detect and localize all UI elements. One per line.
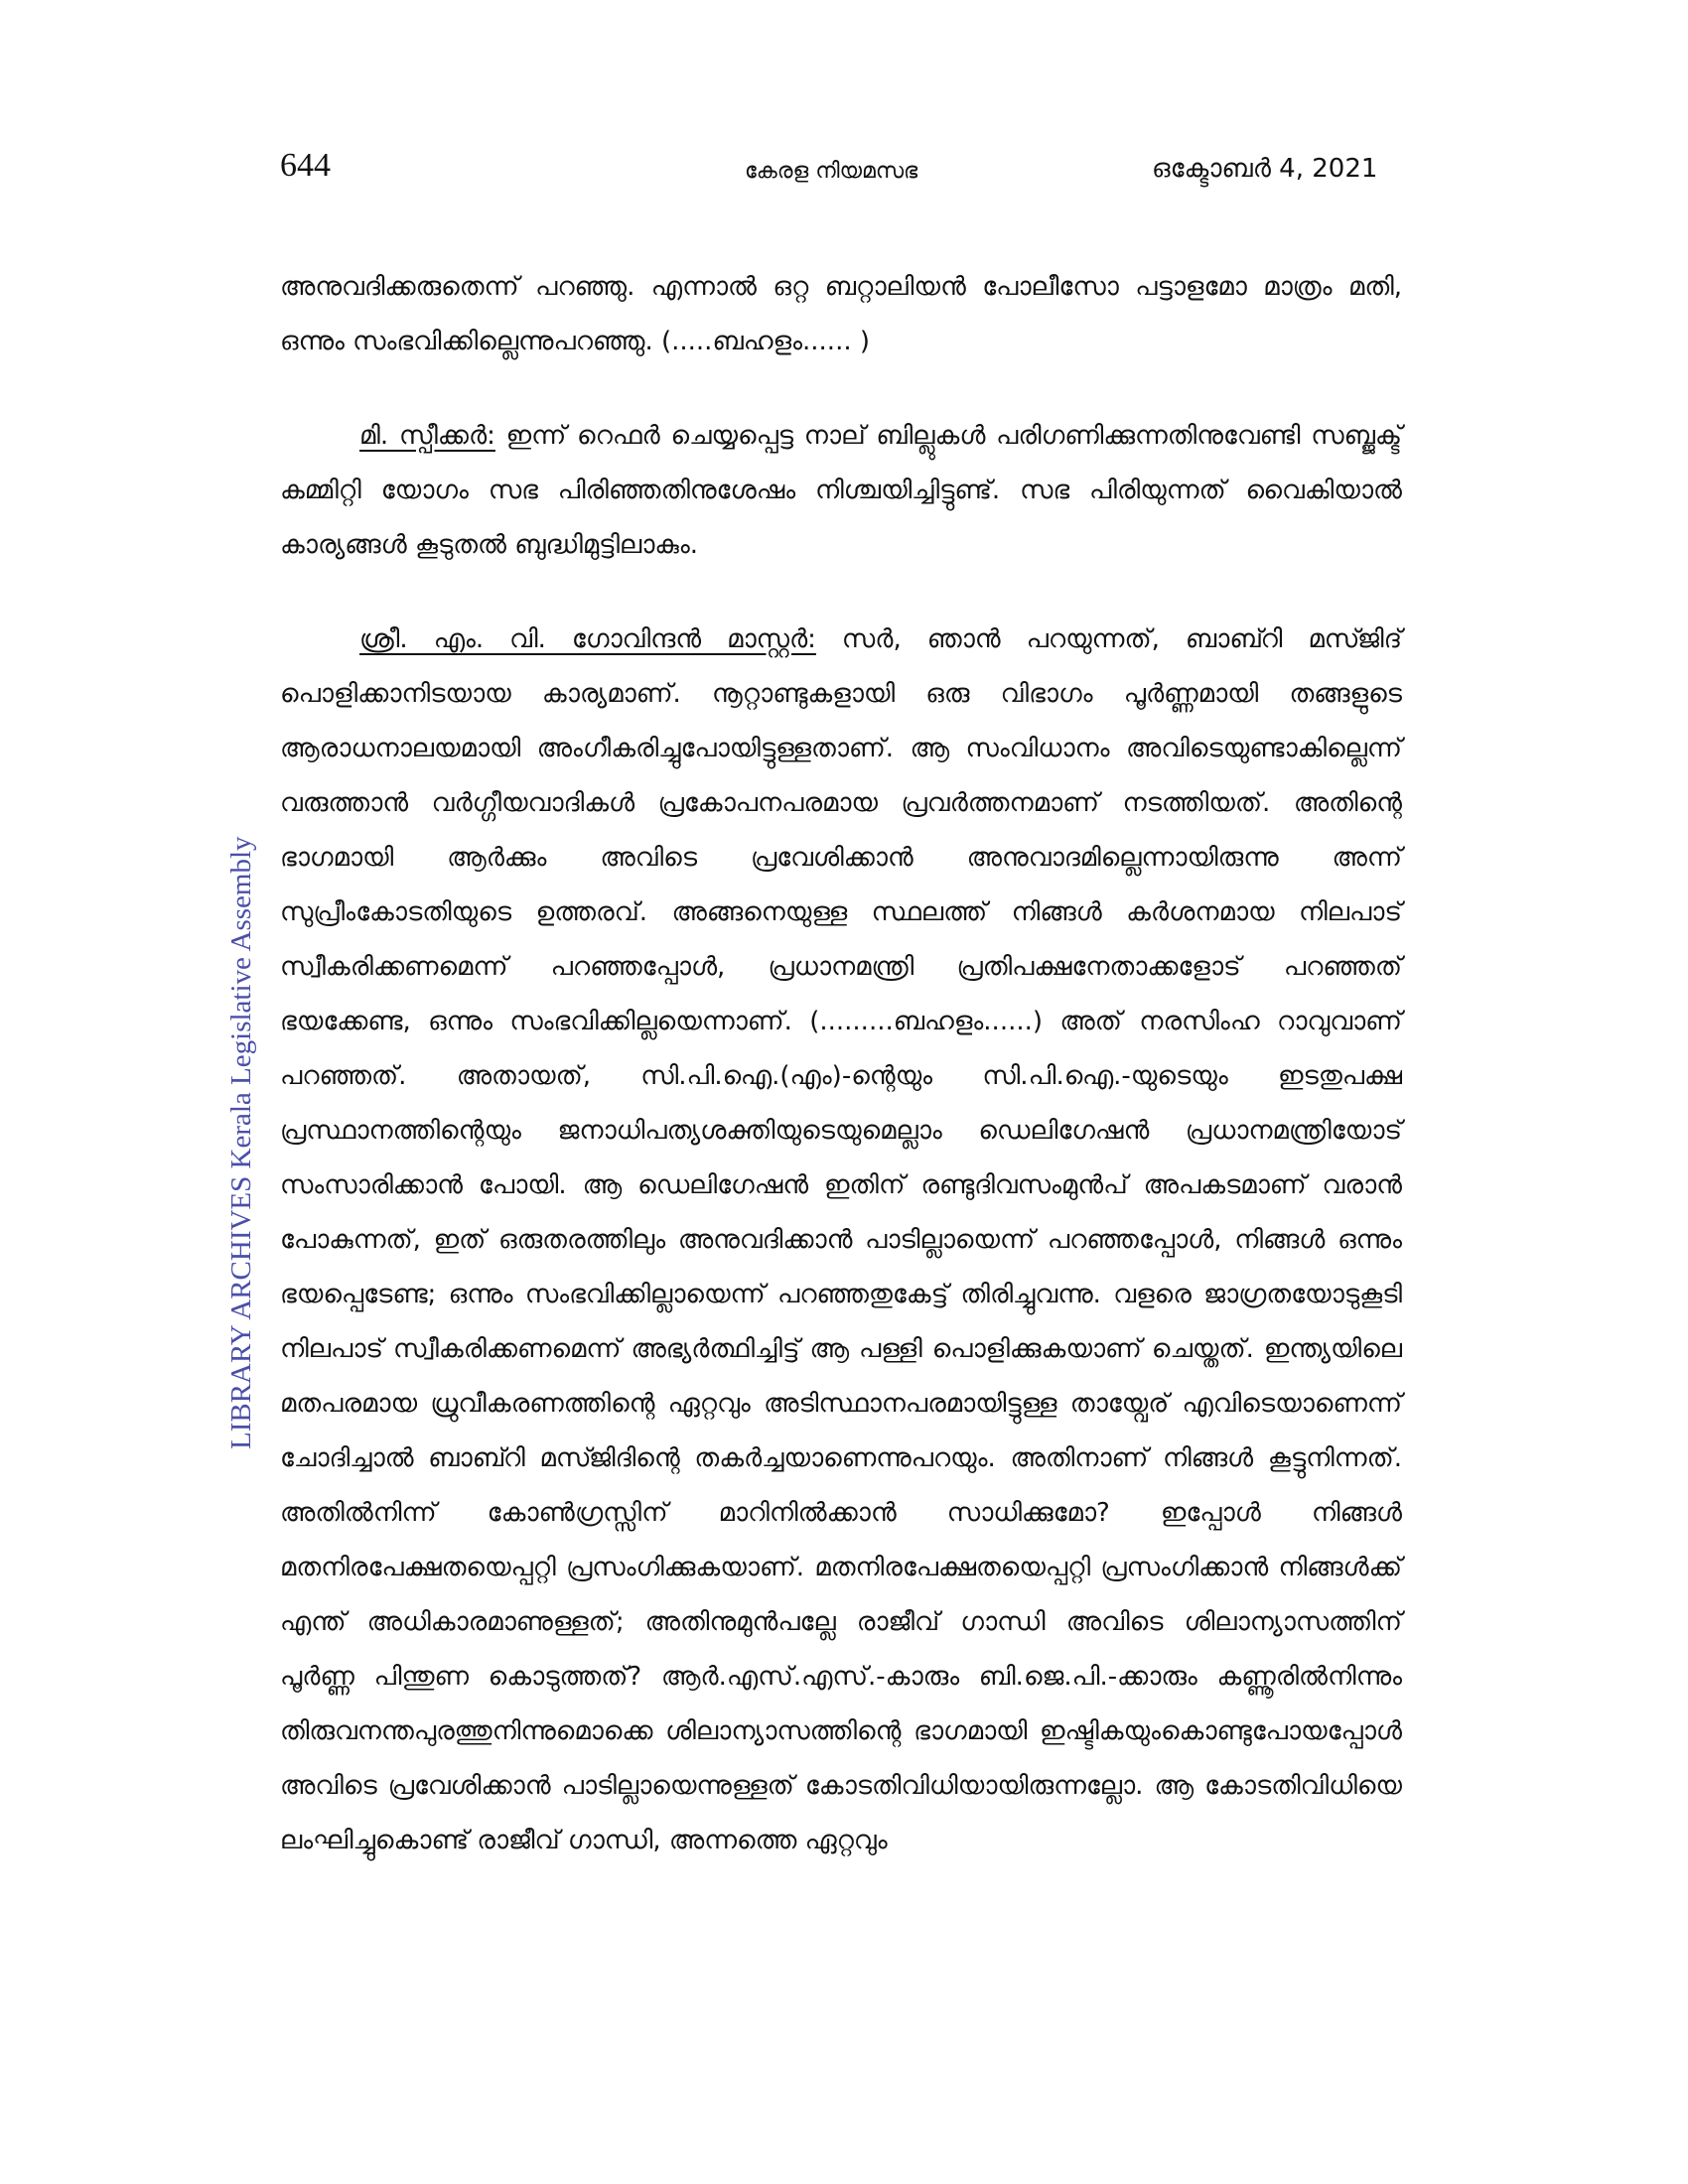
paragraph-minister <box>280 613 1402 1868</box>
watermark-text: LIBRARY ARCHIVES Kerala Legislative Assembly <box>225 836 257 1449</box>
header-date: ഒക്ടോബർ 4, 2021 <box>1152 154 1378 184</box>
paragraph-speaker <box>280 409 1402 573</box>
page-number: 644 <box>280 147 331 184</box>
paragraph-continuation <box>280 260 1402 369</box>
paragraph-text: അനുവദിക്കരുതെന്ന് പറഞ്ഞു. എന്നാൽ ഒറ്റ ബറ്റാലിയൻ പോലീസോ പട്ടാളമോ മാത്രം മതി, ഒന്നും സംഭവിക്കില്ലെന്നുപറഞ്ഞു. (.....ബഹളം...... ) <box>280 272 1402 356</box>
document-body <box>280 260 1402 1908</box>
library-watermark <box>209 735 268 1449</box>
speaker-name: മി. സ്പീക്കർ: <box>359 421 495 451</box>
speaker-name: ശ്രീ. എം. വി. ഗോവിന്ദൻ മാസ്റ്റർ: <box>359 624 816 654</box>
header-title: കേരള നിയമസഭ <box>745 159 918 184</box>
paragraph-text: ഇന്ന് റെഫർ ചെയ്യപ്പെട്ട നാല് ബില്ലുകൾ പരിഗണിക്കുന്നതിനുവേണ്ടി സബ്ജക്ട് കമ്മിറ്റി യോഗം സഭ പിരിഞ്ഞതിനുശേഷം നിശ്ചയിച്ചിട്ടുണ്ട്. സഭ പിരിയുന്നത് വൈകിയാൽ കാര്യങ്ങൾ കൂടുതൽ ബുദ്ധിമുട്ടിലാകും. <box>280 421 1402 560</box>
paragraph-text: സർ, ഞാൻ പറയുന്നത്, ബാബ്റി മസ്ജിദ് പൊളിക്കാനിടയായ കാര്യമാണ്. നൂറ്റാണ്ടുകളായി ഒരു വിഭാഗം പൂർണ്ണമായി തങ്ങളുടെ ആരാധനാലയമായി അംഗീകരിച്ചുപോയിട്ടുള്ളതാണ്. ആ സംവിധാനം അവിടെയുണ്ടാകില്ലെന്ന് വരുത്താൻ വർഗ്ഗീയവാദികൾ പ്രകോപനപരമായ പ്രവർത്തനമാണ് നടത്തിയത്. അതിന്റെ ഭാഗമായി ആർക്കും അവിടെ പ്രവേശിക്കാൻ അനുവാദമില്ലെന്നായിരുന്നു അന്ന് സുപ്രീംകോടതിയുടെ ഉത്തരവ്. അങ്ങനെയുള്ള സ്ഥലത്ത് നിങ്ങൾ കർശനമായ നിലപാട് സ്വീകരിക്കണമെന്ന് പറഞ്ഞപ്പോൾ, പ്രധാനമന്ത്രി പ്രതിപക്ഷനേതാക്കളോട് പറഞ്ഞത് ഭയക്കേണ്ട, ഒന്നും സംഭവിക്കില്ലയെന്നാണ്. (.........ബഹളം......) അത് നരസിംഹ റാവുവാണ് പറഞ്ഞത്. അതായത്, സി.പി.ഐ.(എം)-ന്റെയും സി.പി.ഐ.-യുടെയും ഇടതുപക്ഷ പ്രസ്ഥാനത്തിന്റെയും ജനാധിപത്യശക്തിയുടെയുമെല്ലാം ഡെലിഗേഷൻ പ്രധാനമന്ത്രിയോട് സംസാരിക്കാൻ പോയി. ആ ഡെലിഗേഷൻ ഇതിന് രണ്ടുദിവസംമുൻപ് അപകടമാണ് വരാൻ പോകുന്നത്, ഇത് ഒരുതരത്തിലും അനുവദിക്കാൻ പാടില്ലായെന്ന് പറഞ്ഞപ്പോൾ, നിങ്ങൾ ഒന്നും ഭയപ്പെടേണ്ട; ഒന്നും സംഭവിക്കില്ലായെന്ന് പറഞ്ഞതുകേട്ട് തിരിച്ചുവന്നു. വളരെ ജാഗ്രതയോടുകൂടി നിലപാട് സ്വീകരിക്കണമെന്ന് അഭ്യർത്ഥിച്ചിട്ട് ആ പള്ളി പൊളിക്കുകയാണ് ചെയ്തത്. ഇന്ത്യയിലെ മതപരമായ ധ്രുവീകരണത്തിന്റെ ഏറ്റവും അടിസ്ഥാനപരമായിട്ടുള്ള തായ്വേര് എവിടെയാണെന്ന് ചോദിച്ചാൽ ബാബ്റി മസ്ജിദിന്റെ തകർച്ചയാണെന്നുപറയും. അതിനാണ് നിങ്ങൾ കൂട്ടുനിന്നത്. അതിൽനിന്ന് കോൺഗ്രസ്സിന് മാറിനിൽക്കാൻ സാധിക്കുമോ? ഇപ്പോൾ നിങ്ങൾ മതനിരപേക്ഷതയെപ്പറ്റി പ്രസംഗിക്കുകയാണ്. മതനിരപേക്ഷതയെപ്പറ്റി പ്രസംഗിക്കാൻ നിങ്ങൾക്ക് എന്ത് അധികാരമാണുള്ളത്; അതിനുമുൻപല്ലേ രാജീവ് ഗാന്ധി അവിടെ ശിലാന്യാസത്തിന് പൂർണ്ണ പിന്തുണ കൊടുത്തത്? ആർ.എസ്.എസ്.-കാരും ബി.ജെ.പി.-ക്കാരും കണ്ണൂരിൽനിന്നും തിരുവനന്തപുരത്തുനിന്നുമൊക്കെ ശിലാന്യാസത്തിന്റെ ഭാഗമായി ഇഷ്ടികയുംകൊണ്ടുപോയപ്പോൾ അവിടെ പ്രവേശിക്കാൻ പാടില്ലായെന്നുള്ളത് കോടതിവിധിയായിരുന്നല്ലോ. ആ കോടതിവിധിയെ ലംഘിച്ചുകൊണ്ട് രാജീവ് ഗാന്ധി, അന്നത്തെ ഏറ്റവും <box>280 624 1402 1855</box>
